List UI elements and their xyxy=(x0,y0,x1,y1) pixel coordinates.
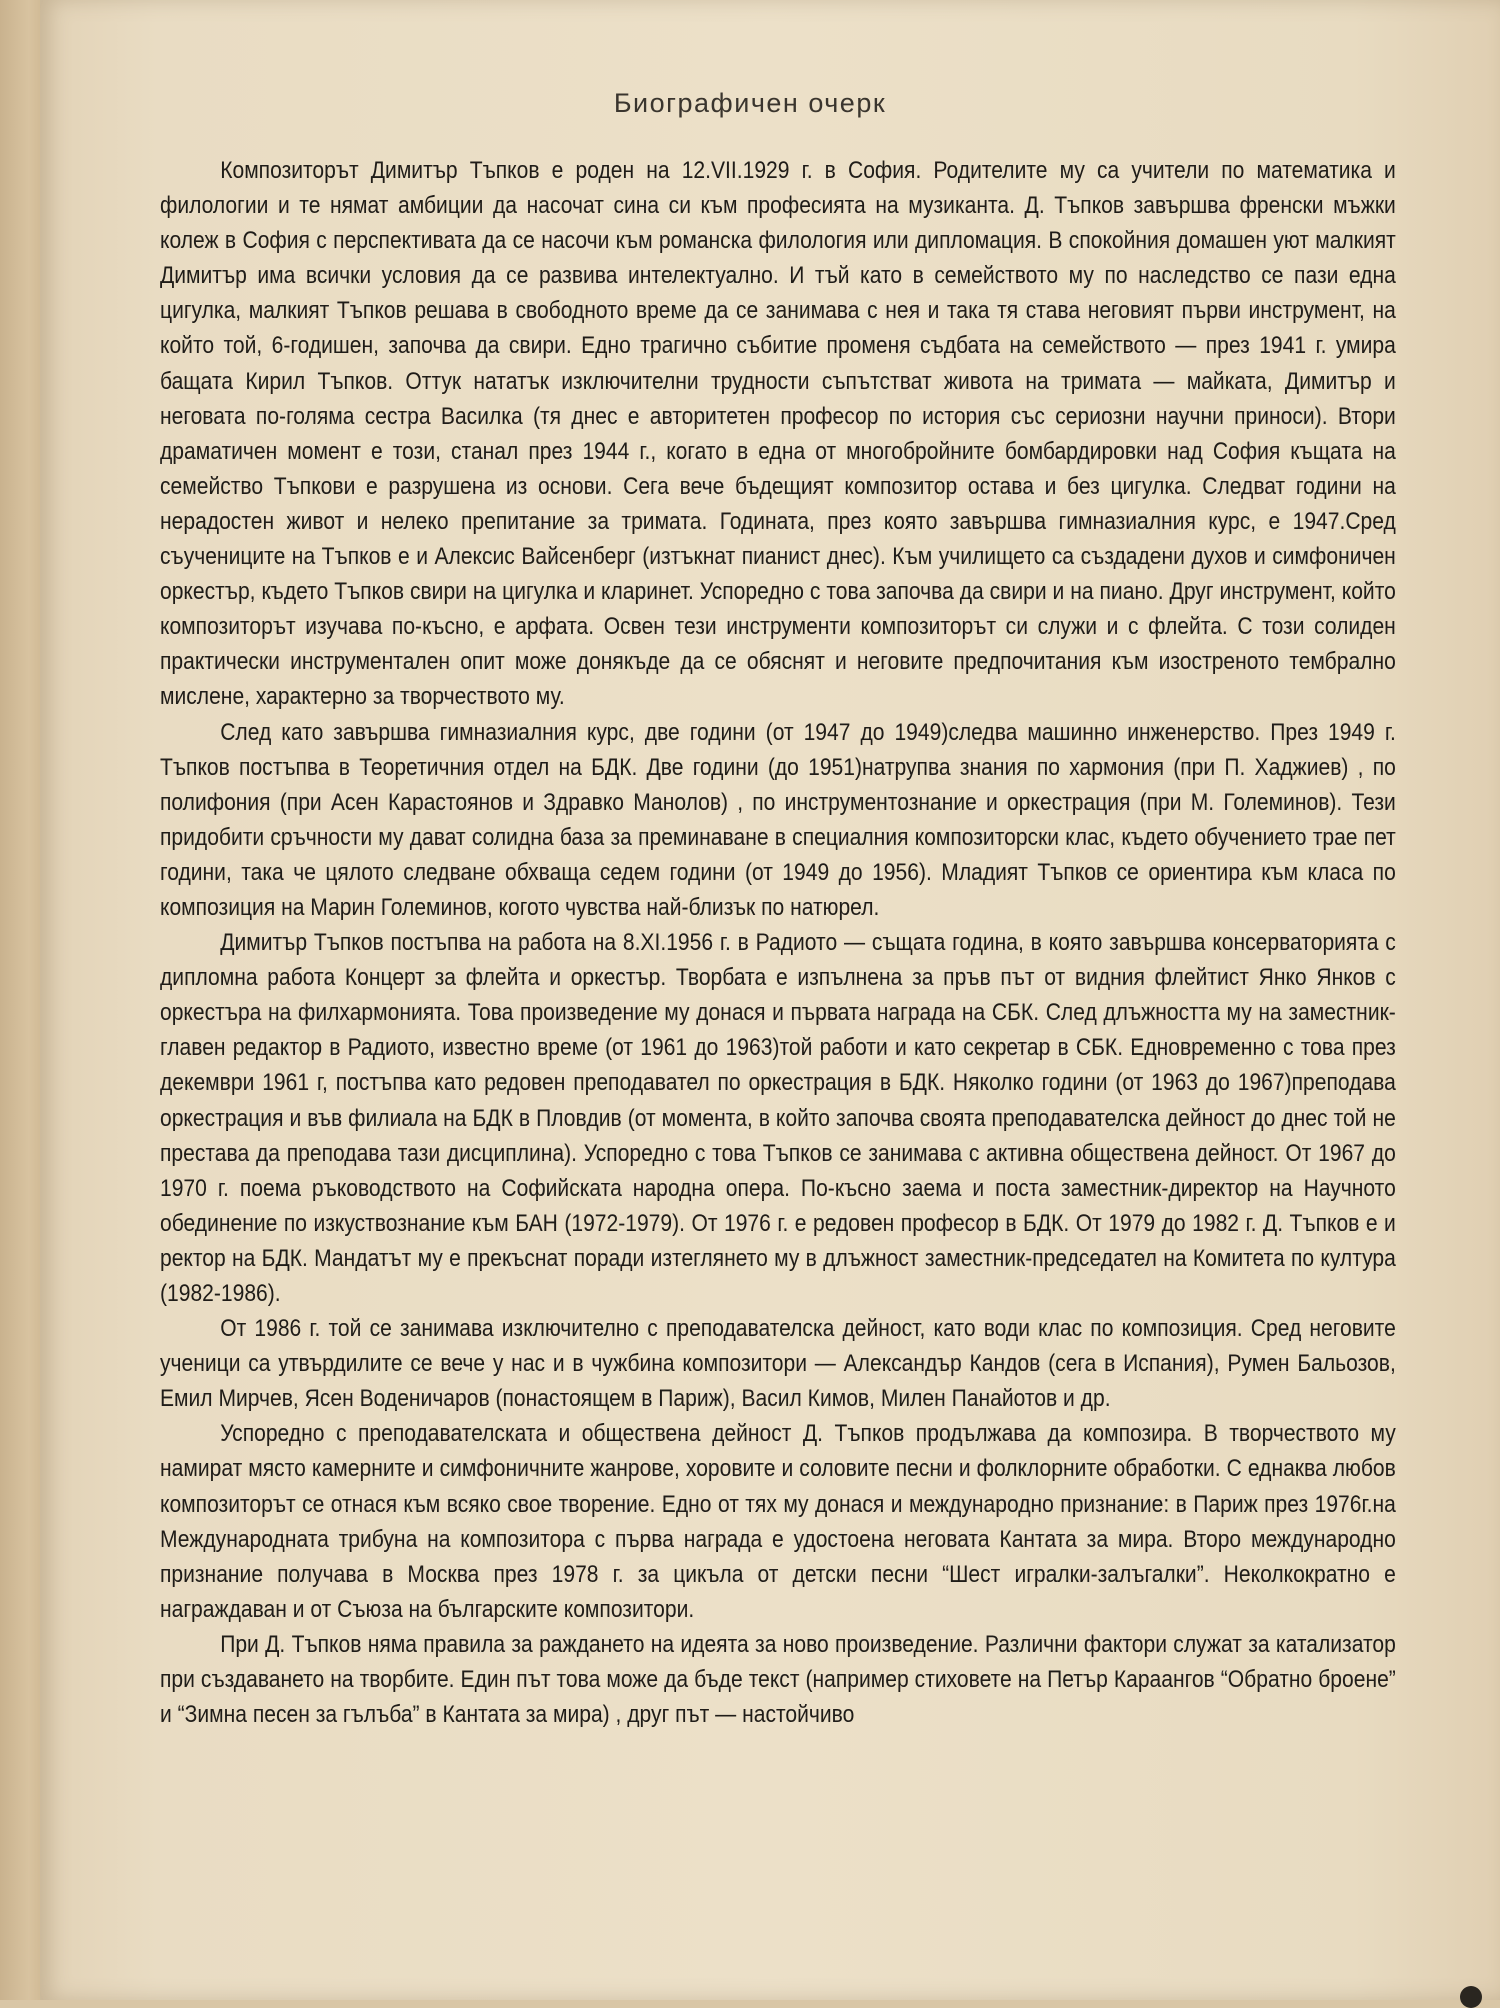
paragraph-5: Успоредно с преподавателската и обществена дейност Д. Тъпков продължава да композира. В творчеството му намират място камерните и симфоничните жанрове, хоровите и соловите песни и фолклорните обработки. С еднаква любов композиторът се отнася към всяко свое творение. Едно от тях му донася и международно признание: в Париж през 1976г.на Международната трибуна на композитора с първа награда е удостоена неговата Кантата за мира. Второ международно признание получава в Москва през 1978 г. за цикъла от детски песни “Шест игралки-залъгалки”. Неколкократно е награждаван и от Съюза на българските композитори. xyxy=(160,1420,1396,1623)
body-text xyxy=(160,153,1396,1732)
paragraph-6: При Д. Тъпков няма правила за раждането на идеята за ново произведение. Различни фактори служат за катализатор при създаването на творбите. Един път това може да бъде текст (например стиховете на Петър Караангов “Обратно броене” и “Зимна песен за гълъба” в Кантата за мира) , друг път — настойчиво xyxy=(160,1630,1396,1729)
paragraph-2: След като завършва гимназиалния курс, две години (от 1947 до 1949)следва машинно инженерство. През 1949 г. Тъпков постъпва в Теоретичния отдел на БДК. Две години (до 1951)натрупва знания по хармония (при П. Хаджиев) , по полифония (при Асен Карастоянов и Здравко Манолов) , по инструментознание и оркестрация (при М. Големинов). Тези придобити сръчности му дават солидна база за преминаване в специалния композиторски клас, където обучението трае пет години, така че цялото следване обхваща седем години (от 1949 до 1956). Младият Тъпков се ориентира към класа по композиция на Марин Големинов, когото чувства най-близък по натюрел. xyxy=(160,718,1396,921)
section-title: Биографичен очерк xyxy=(613,88,887,118)
paragraph-1: Композиторът Димитър Тъпков е роден на 12.VII.1929 г. в София. Родителите му са учители по математика и филологии и те нямат амбиции да насочат сина си към професията на музиканта. Д. Тъпков завършва френски мъжки колеж в София с перспективата да се насочи към романска филология или дипломация. В спокойния домашен уют малкият Димитър има всички условия да се развива интелектуално. И тъй като в семейството му по наследство се пази една цигулка, малкият Тъпков решава в свободното време да се занимава с нея и така тя става неговият първи инструмент, на който той, 6-годишен, започва да свири. Едно трагично събитие променя съдбата на семейството — през 1941 г. умира бащата Кирил Тъпков. Оттук нататък изключителни трудности съпътстват живота на тримата — майката, Димитър и неговата по-голяма сестра Василка (тя днес е авторитетен професор по история със сериозни научни приноси). Втори драматичен момент е този, станал през 1944 г., когато в една от многобройните бомбардировки над София къщата на семейство Тъпкови е разрушена из основи. Сега вече бъдещият композитор остава и без цигулка. Следват години на нерадостен живот и нелеко препитание за тримата. Годината, през която завършва гимназиалния курс, е 1947.Сред съучениците на Тъпков е и Алексис Вайсенберг (изтъкнат пианист днес). Към училището са създадени духов и симфоничен оркестър, където Тъпков свири на цигулка и кларинет. Успоредно с това започва да свири и на пиано. Друг инструмент, който композиторът изучава по-късно, е арфата. Освен тези инструменти композиторът си служи и с флейта. С този солиден практически инструментален опит може донякъде да се обяснят и неговите предпочитания към изостреното тембрално мислене, характерно за творчеството му. xyxy=(160,157,1396,711)
page-corner-mark xyxy=(1460,1986,1482,2008)
paragraph-3: Димитър Тъпков постъпва на работа на 8.XI.1956 г. в Радиото — същата година, в която завършва консерваторията с дипломна работа Концерт за флейта и оркестър. Творбата е изпълнена за пръв път от видния флейтист Янко Янков с оркестъра на филхармонията. Това произведение му донася и първата награда на СБК. След длъжността му на заместник-главен редактор в Радиото, известно време (от 1961 до 1963)той работи и като секретар в СБК. Едновременно с това през декември 1961 г, постъпва като редовен преподавател по оркестрация в БДК. Няколко години (от 1963 до 1967)преподава оркестрация и във филиала на БДК в Пловдив (от момента, в който започва своята преподавателска дейност до днес той не престава да преподава тази дисциплина). Успоредно с това Тъпков се занимава с активна обществена дейност. От 1967 до 1970 г. поема ръководството на Софийската народна опера. По-късно заема и поста заместник-директор на Научното обединение по изкуствознание към БАН (1972-1979). От 1976 г. е редовен професор в БДК. От 1979 до 1982 г. Д. Тъпков е и ректор на БДК. Мандатът му е прекъснат поради изтеглянето му в длъжност заместник-председател на Комитета по култура (1982-1986). xyxy=(160,929,1396,1307)
paragraph-4: От 1986 г. той се занимава изключително с преподавателска дейност, като води клас по композиция. Сред неговите ученици са утвърдилите се вече у нас и в чужбина композитори — Александър Кандов (сега в Испания), Румен Бальозов, Емил Мирчев, Ясен Воденичаров (понастоящем в Париж), Васил Кимов, Милен Панайотов и др. xyxy=(160,1315,1396,1413)
